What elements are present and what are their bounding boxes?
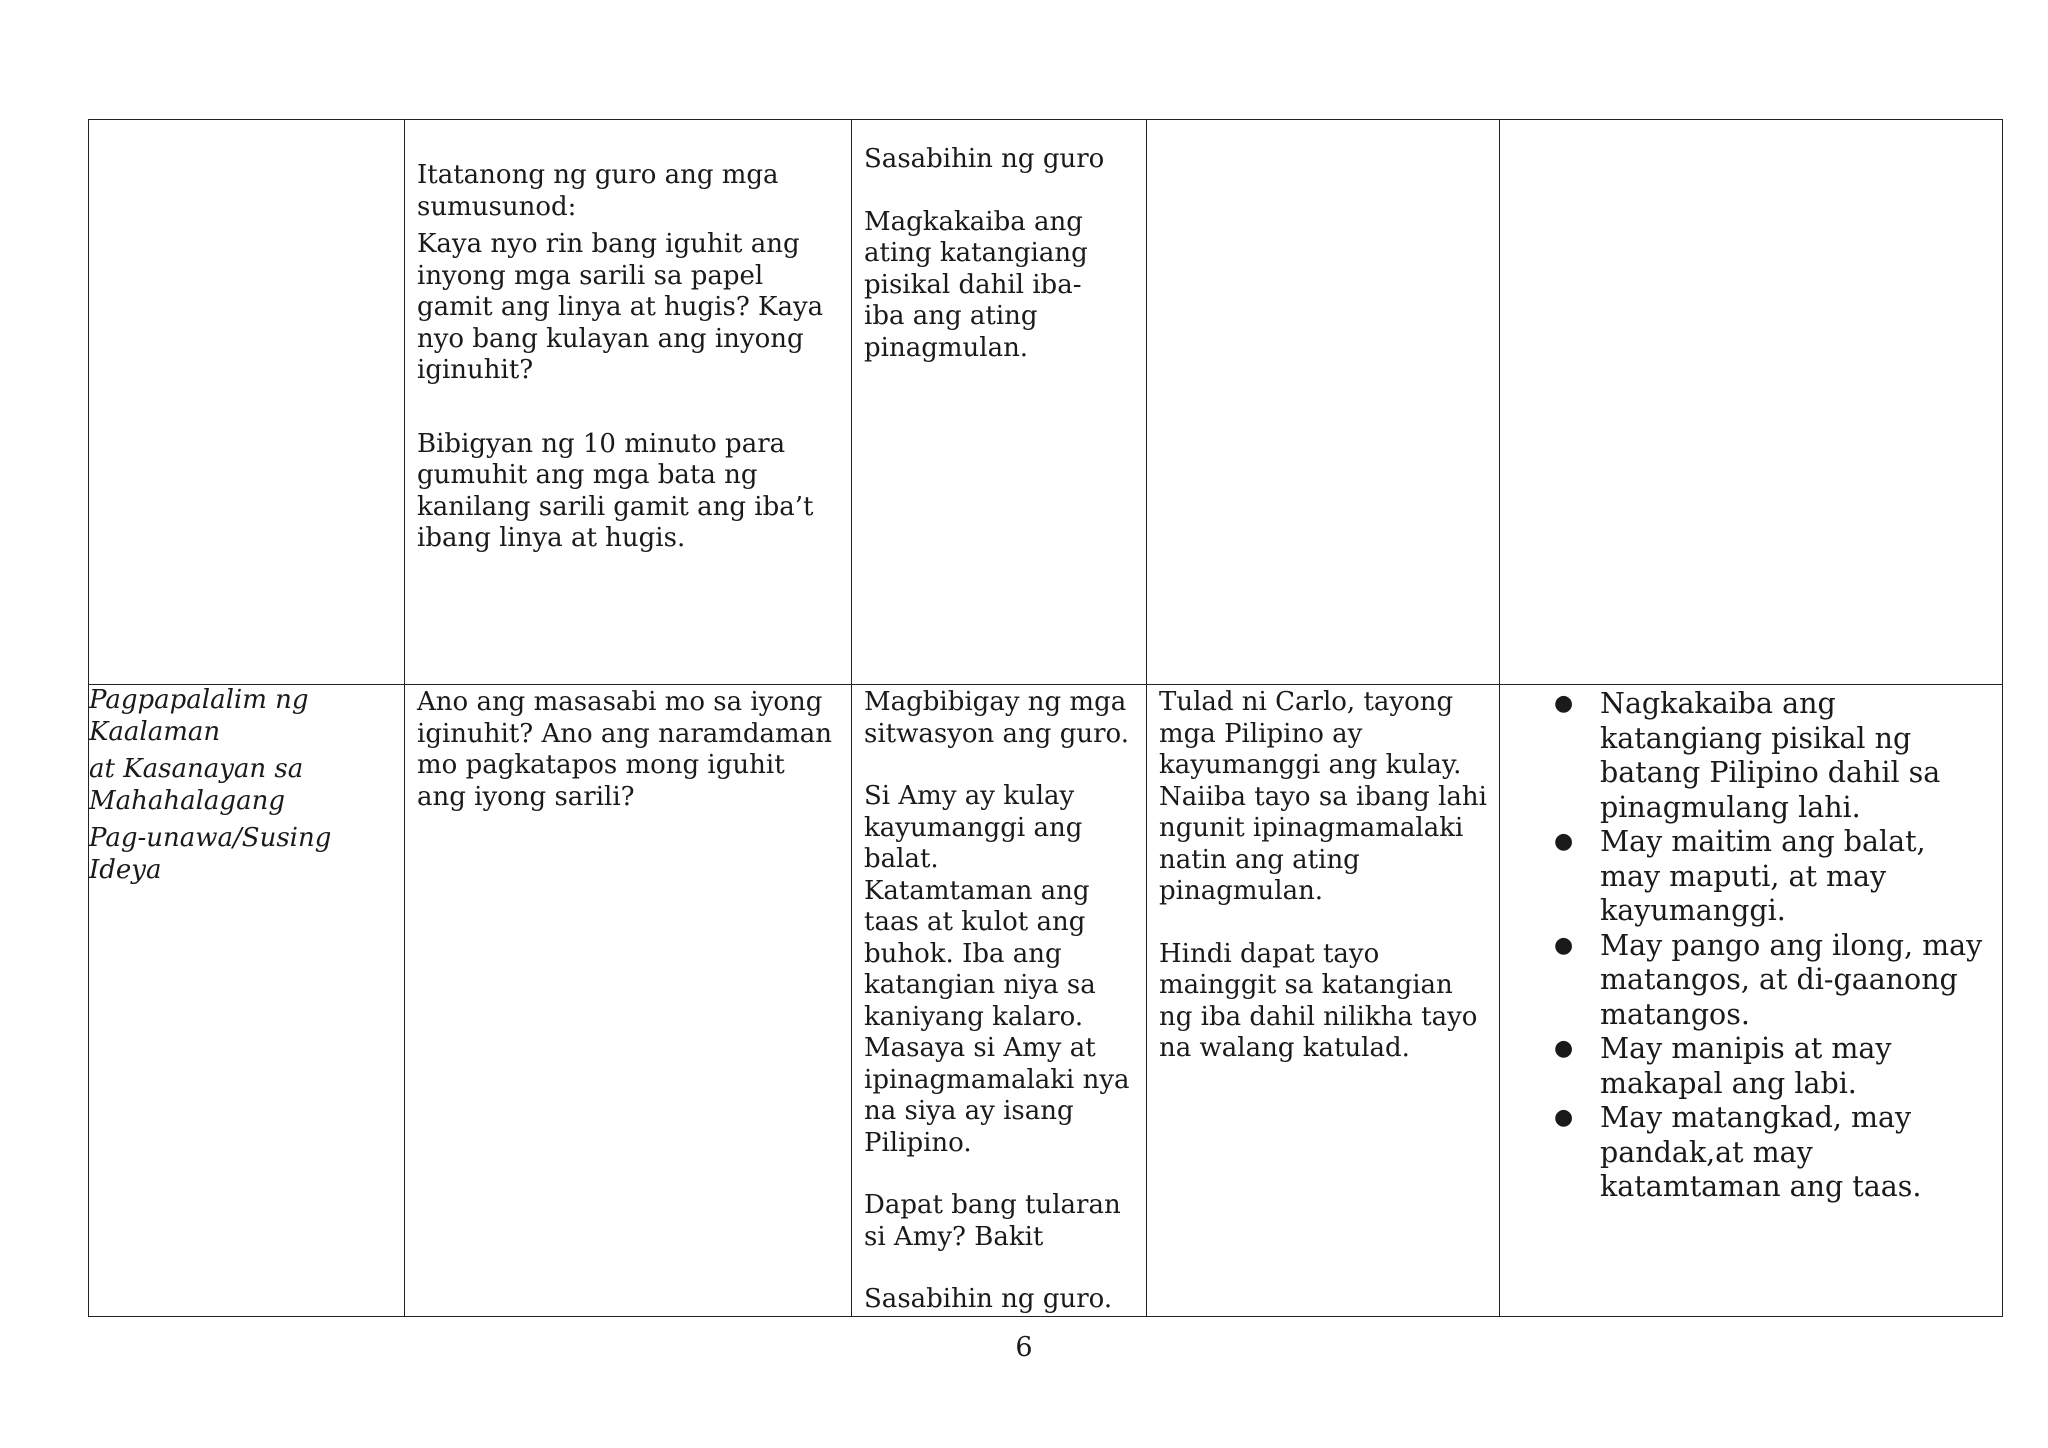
table-cell-teacher-says <box>852 120 1147 685</box>
table-cell-reflection-questions <box>405 685 852 1317</box>
cell-paragraph: Tulad ni Carlo, tayong mga Pilipino ay kayumanggi ang kulay. Naiiba tayo sa ibang lahi ngunit ipinagmamalaki natin ang ating pinagmulan. <box>1159 687 1487 906</box>
cell-paragraph: Dapat bang tularan si Amy? Bakit <box>864 1190 1121 1252</box>
list-item: ● May manipis at may makapal ang labi. <box>1500 1032 1986 1101</box>
table-row <box>89 685 2003 1317</box>
cell-paragraph: Bibigyan ng 10 minuto para gumuhit ang mga bata ng kanilang sarili gamit ang iba’t ibang linya at hugis. <box>417 428 814 553</box>
cell-paragraph: Si Amy ay kulay kayumanggi ang balat. Katamtaman ang taas at kulot ang buhok. Iba ang katangian niya sa kaniyang kalaro. Masaya si Amy at ipinagmamalaki nya na siya ay isang Pilipino. <box>864 781 1130 1158</box>
list-item: ● May pango ang ilong, may matangos, at di-gaanong matangos. <box>1500 929 1986 1033</box>
cell-paragraph: Magbibigay ng mga sitwasyon ang guro. <box>864 687 1129 749</box>
cell-paragraph: Kaya nyo rin bang iguhit ang inyong mga sarili sa papel gamit ang linya at hugis? Kaya nyo bang kulayan ang inyong iginuhit? <box>417 229 824 385</box>
section-label-line: Pagpapalalim ng Kaalaman <box>89 685 309 747</box>
table-cell-empty <box>1147 120 1500 685</box>
cell-paragraph: Sasabihin ng guro <box>864 144 1105 174</box>
cell-paragraph: Ano ang masasabi mo sa iyong iginuhit? Ano ang naramdaman mo pagkatapos mong iguhit ang iyong sarili? <box>417 687 832 812</box>
section-label-line: Pag-unawa/Susing Ideya <box>89 823 332 885</box>
table-cell-discussion <box>1147 685 1500 1317</box>
cell-paragraph: Sasabihin ng guro. <box>864 1284 1113 1314</box>
lesson-plan-table <box>88 119 2003 1317</box>
table-cell-empty <box>89 120 405 685</box>
table-cell-teacher-questions <box>405 120 852 685</box>
key-ideas-list <box>1500 687 2002 1205</box>
cell-paragraph: Itatanong ng guro ang mga sumusunod: <box>417 160 779 222</box>
cell-paragraph: Magkakaiba ang ating katangiang pisikal dahil iba- iba ang ating pinagmulan. <box>864 206 1088 363</box>
list-item: ● May maitim ang balat, may maputi, at may kayumanggi. <box>1500 825 1986 929</box>
list-item: ● May matangkad, may pandak,at may katamtaman ang taas. <box>1500 1101 1986 1205</box>
section-label-line: at Kasanayan sa Mahahalagang <box>89 754 304 816</box>
table-cell-empty <box>1500 120 2003 685</box>
table-cell-key-ideas <box>1500 685 2003 1317</box>
page-number: 6 <box>1015 1332 1033 1363</box>
list-item: ● Nagkakaiba ang katangiang pisikal ng batang Pilipino dahil sa pinagmulang lahi. <box>1500 687 1986 825</box>
table-cell-section-label <box>89 685 405 1317</box>
cell-paragraph: Hindi dapat tayo mainggit sa katangian ng iba dahil nilikha tayo na walang katulad. <box>1159 938 1478 1063</box>
table-row <box>89 120 2003 685</box>
table-cell-situations <box>852 685 1147 1317</box>
